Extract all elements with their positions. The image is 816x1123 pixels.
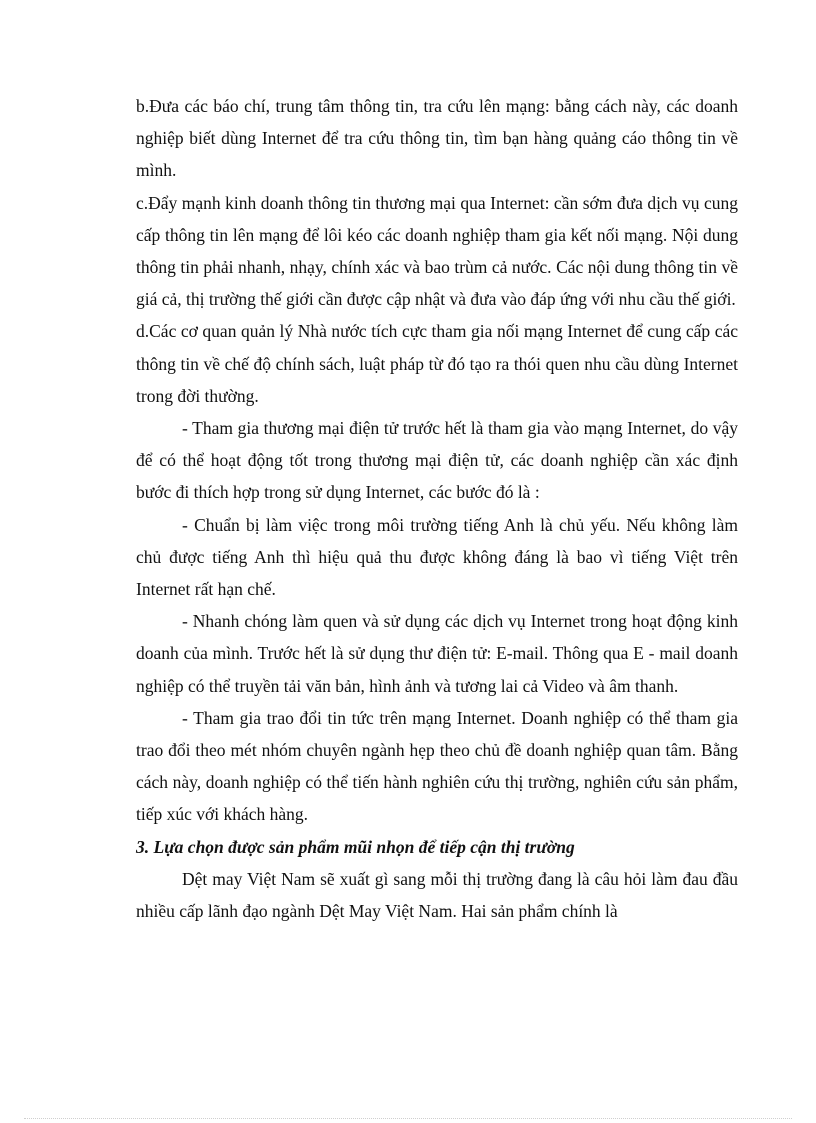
page-bottom-divider: [24, 1118, 792, 1119]
paragraph-english-environment: - Chuẩn bị làm việc trong môi trường tiếng Anh là chủ yếu. Nếu không làm chủ được tiếng Anh thì hiệu quả thu được không đáng là bao vì tiếng Việt trên Internet rất hạn chế.: [136, 514, 738, 600]
paragraph-textile-products: Dệt may Việt Nam sẽ xuất gì sang mỗi thị trường đang là câu hỏi làm đau đầu nhiều cấp lãnh đạo ngành Dệt May Việt Nam. Hai sản phẩm chính là: [136, 868, 738, 922]
paragraph-email-services: - Nhanh chóng làm quen và sử dụng các dịch vụ Internet trong hoạt động kinh doanh của mình. Trước hết là sử dụng thư điện tử: E-mail. Thông qua E - mail doanh nghiệp có thể truyền tải văn bản, hình ảnh và tương lai cả Video và âm thanh.: [136, 611, 738, 696]
document-body: [136, 90, 738, 927]
paragraph-d-government: d.Các cơ quan quản lý Nhà nước tích cực tham gia nối mạng Internet để cung cấp các thông tin về chế độ chính sách, luật pháp từ đó tạo ra thói quen nhu cầu dùng Internet trong đời thường.: [136, 321, 738, 406]
paragraph-join-internet: - Tham gia thương mại điện tử trước hết là tham gia vào mạng Internet, do vậy để có thể hoạt động tốt trong thương mại điện tử, các doanh nghiệp cần xác định bước đi thích hợp trong sử dụng Internet, các bước đó là :: [136, 418, 738, 503]
paragraph-c-info-business: c.Đẩy mạnh kinh doanh thông tin thương mại qua Internet: cần sớm đưa dịch vụ cung cấp thông tin lên mạng để lôi kéo các doanh nghiệp tham gia kết nối mạng. Nội dung thông tin phải nhanh, nhạy, chính xác và bao trùm cả nước. Các nội dung thông tin về giá cả, thị trường thế giới cần được cập nhật và đưa vào đáp ứng với nhu cầu thế giới.: [136, 192, 738, 310]
paragraph-news-exchange: - Tham gia trao đổi tin tức trên mạng Internet. Doanh nghiệp có thể tham gia trao đổi theo mét nhóm chuyên ngành hẹp theo chủ đề doanh nghiệp quan tâm. Bằng cách này, doanh nghiệp có thể tiến hành nghiên cứu thị trường, nghiên cứu sản phẩm, tiếp xúc với khách hàng.: [136, 707, 738, 825]
section-heading: 3. Lựa chọn được sản phẩm mũi nhọn để tiếp cận thị trường: [136, 836, 575, 857]
paragraph-b-press-online: b.Đưa các báo chí, trung tâm thông tin, tra cứu lên mạng: bằng cách này, các doanh nghiệp biết dùng Internet để tra cứu thông tin, tìm bạn hàng quảng cáo thông tin về mình.: [136, 96, 738, 181]
